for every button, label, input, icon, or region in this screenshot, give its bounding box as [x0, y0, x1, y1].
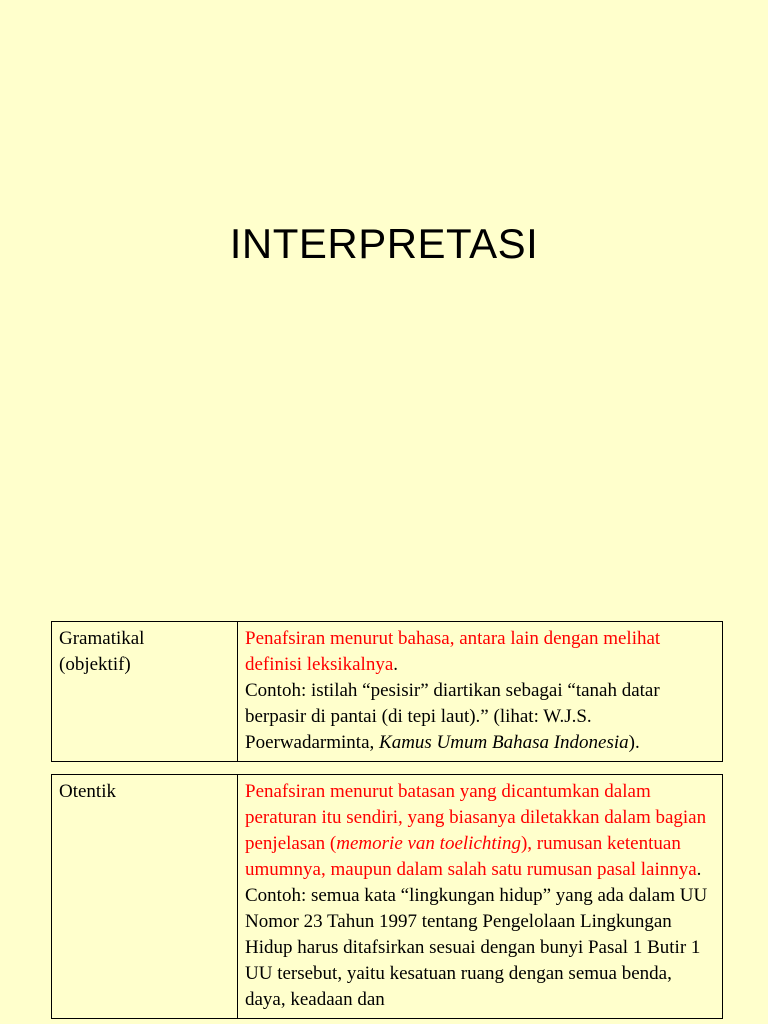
table-row: [52, 622, 723, 762]
definition-cell: [238, 622, 723, 762]
example-suffix: ).: [628, 732, 640, 753]
example-book-title: Kamus Umum Bahasa Indonesia: [379, 732, 629, 753]
term-cell: [52, 775, 238, 1019]
definition-period: .: [393, 654, 399, 675]
definition-italic-term: memorie van toelichting: [336, 833, 521, 854]
definition-text-continued: ), rumusan ketentuan umumnya, maupun dalam salah satu rumusan pasal lainnya: [245, 833, 697, 880]
definition-text: Penafsiran menurut batasan yang dicantumkan dalam peraturan itu sendiri, yang biasanya diletakkan dalam bagian penjelasan (: [245, 781, 707, 854]
definition-period: .: [696, 859, 702, 880]
term-cell: [52, 622, 238, 762]
term-qualifier: (objektif): [59, 654, 131, 675]
definition-table-otentik: [51, 774, 723, 1019]
definition-text: Penafsiran menurut bahasa, antara lain dengan melihat definisi leksikalnya: [245, 628, 661, 675]
table-row: [52, 775, 723, 1019]
example-text: Contoh: semua kata “lingkungan hidup” yang ada dalam UU Nomor 23 Tahun 1997 tentang Pengelolaan Lingkungan Hidup harus ditafsirkan sesuai dengan bunyi Pasal 1 Butir 1 UU tersebut, yaitu kesatuan ruang dengan semua benda, daya, keadaan dan: [245, 885, 708, 1010]
term-label: Otentik: [59, 781, 116, 802]
term-label: Gramatikal: [59, 628, 145, 649]
definition-cell: [238, 775, 723, 1019]
example-text: Contoh: istilah “pesisir” diartikan sebagai “tanah datar berpasir di pantai (di tepi laut).” (lihat: W.J.S. Poerwadarminta,: [245, 680, 660, 753]
definition-table-gramatikal: [51, 621, 723, 762]
slide-title: INTERPRETASI: [229, 220, 539, 267]
